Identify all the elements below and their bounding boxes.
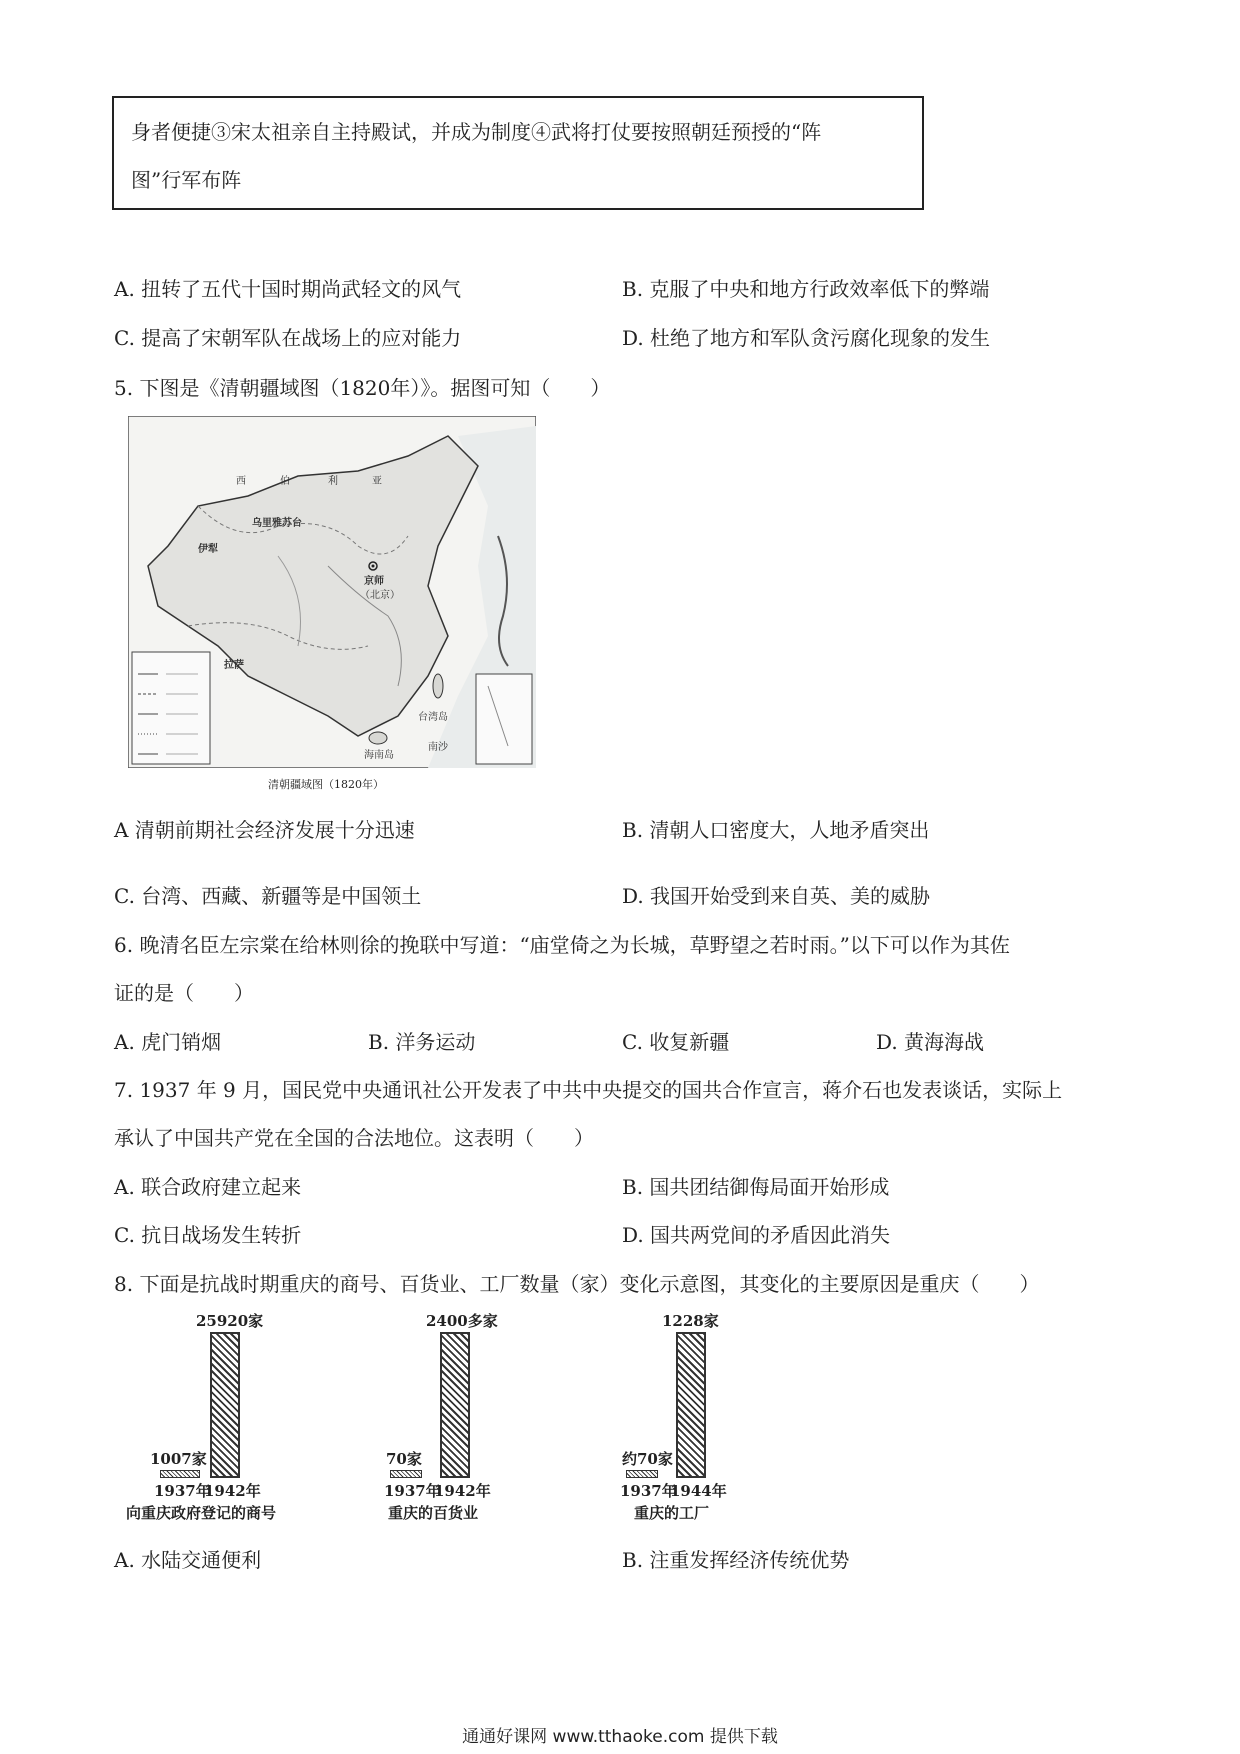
q7-stem-line-1: 7. 1937 年 9 月，国民党中央通讯社公开发表了中共中央提交的国共合作宣言，蒋介石也发表谈话，实际上	[114, 1078, 1063, 1102]
chart-1-bar-1942年	[210, 1332, 240, 1478]
q6-stem-line-1: 6. 晚清名臣左宗棠在给林则徐的挽联中写道：“庙堂倚之为长城，草野望之若时雨。”以下可以作为其佐	[114, 933, 1010, 957]
q5-option-b[interactable]: B. 清朝人口密度大，人地矛盾突出	[622, 818, 930, 842]
q8-stem: 8. 下面是抗战时期重庆的商号、百货业、工厂数量（家）变化示意图，其变化的主要原因是重庆（ ）	[114, 1272, 1040, 1296]
map-caption: 清朝疆域图（1820年）	[268, 778, 384, 791]
q7-option-d[interactable]: D. 国共两党间的矛盾因此消失	[622, 1223, 891, 1247]
q4-option-b[interactable]: B. 克服了中央和地方行政效率低下的弊端	[622, 277, 990, 301]
chart-1-tick-1: 1942年	[204, 1482, 261, 1500]
map-label: 伯	[280, 476, 290, 487]
chart-1-label-small: 1007家	[150, 1450, 207, 1468]
map-label-capital: 京师	[364, 576, 384, 587]
q7-option-b[interactable]: B. 国共团结御侮局面开始形成	[622, 1175, 890, 1199]
chart-3-bar-1944年	[676, 1332, 706, 1478]
chart-3-title: 重庆的工厂	[634, 1504, 710, 1522]
chart-3-bar-1937年	[626, 1470, 658, 1478]
map-image	[128, 416, 536, 768]
page-footer: 通通好课网 www.tthaoke.com 提供下载	[462, 1727, 778, 1747]
material-box	[112, 96, 924, 210]
chart-2-label-big: 2400多家	[426, 1312, 498, 1330]
map-label-taiwan: 台湾岛	[418, 712, 448, 723]
map-label-lhasa: 拉萨	[224, 660, 244, 671]
q7-stem-line-2: 承认了中国共产党在全国的合法地位。这表明（ ）	[114, 1126, 594, 1150]
chart-2-title: 重庆的百货业	[388, 1504, 479, 1522]
q6-option-c[interactable]: C. 收复新疆	[622, 1030, 730, 1054]
q8-option-a[interactable]: A. 水陆交通便利	[114, 1548, 262, 1572]
material-line-1: 身者便捷③宋太祖亲自主持殿试，并成为制度④武将打仗要按照朝廷预授的“阵	[131, 120, 822, 144]
map-label-uliastai: 乌里雅苏台	[252, 518, 302, 529]
map-label-beijing: （北京）	[360, 590, 400, 601]
q4-option-a[interactable]: A. 扭转了五代十国时期尚武轻文的风气	[114, 277, 462, 301]
qing-territory-map	[128, 416, 536, 768]
q4-option-d[interactable]: D. 杜绝了地方和军队贪污腐化现象的发生	[622, 326, 991, 350]
chart-2-tick-0: 1937年	[384, 1482, 441, 1500]
map-label-nansha: 南沙	[428, 742, 448, 753]
q6-option-d[interactable]: D. 黄海海战	[876, 1030, 985, 1054]
map-label-ili: 伊犁	[198, 544, 218, 555]
chart-3-tick-0: 1937年	[620, 1482, 677, 1500]
q8-option-b[interactable]: B. 注重发挥经济传统优势	[622, 1548, 850, 1572]
q6-stem-line-2: 证的是（ ）	[114, 981, 254, 1005]
map-label-hainan: 海南岛	[364, 750, 394, 761]
map-label: 西	[236, 476, 246, 487]
chart-3-label-small: 约70家	[622, 1450, 673, 1468]
q6-option-a[interactable]: A. 虎门销烟	[114, 1030, 222, 1054]
chart-1-tick-0: 1937年	[154, 1482, 211, 1500]
q6-option-b[interactable]: B. 洋务运动	[368, 1030, 476, 1054]
material-line-2: 图”行军布阵	[131, 168, 242, 192]
q5-option-c[interactable]: C. 台湾、西藏、新疆等是中国领土	[114, 884, 422, 908]
q4-option-c[interactable]: C. 提高了宋朝军队在战场上的应对能力	[114, 326, 462, 350]
map-label: 亚	[372, 476, 382, 487]
q5-stem: 5. 下图是《清朝疆域图（1820年）》。据图可知（ ）	[114, 376, 611, 400]
map-label: 利	[328, 476, 338, 487]
chart-3-label-big: 1228家	[662, 1312, 719, 1330]
chart-1-label-big: 25920家	[196, 1312, 264, 1330]
chart-2-bar-1942年	[440, 1332, 470, 1478]
chart-3-tick-1: 1944年	[670, 1482, 727, 1500]
chart-1-bar-1937年	[160, 1470, 200, 1478]
q5-option-a[interactable]: A 清朝前期社会经济发展十分迅速	[114, 818, 415, 842]
chart-2-tick-1: 1942年	[434, 1482, 491, 1500]
q7-option-a[interactable]: A. 联合政府建立起来	[114, 1175, 302, 1199]
chart-1-title: 向重庆政府登记的商号	[126, 1504, 277, 1522]
chart-2-bar-1937年	[390, 1470, 422, 1478]
q5-option-d[interactable]: D. 我国开始受到来自英、美的威胁	[622, 884, 931, 908]
chart-2-label-small: 70家	[386, 1450, 422, 1468]
q7-option-c[interactable]: C. 抗日战场发生转折	[114, 1223, 302, 1247]
